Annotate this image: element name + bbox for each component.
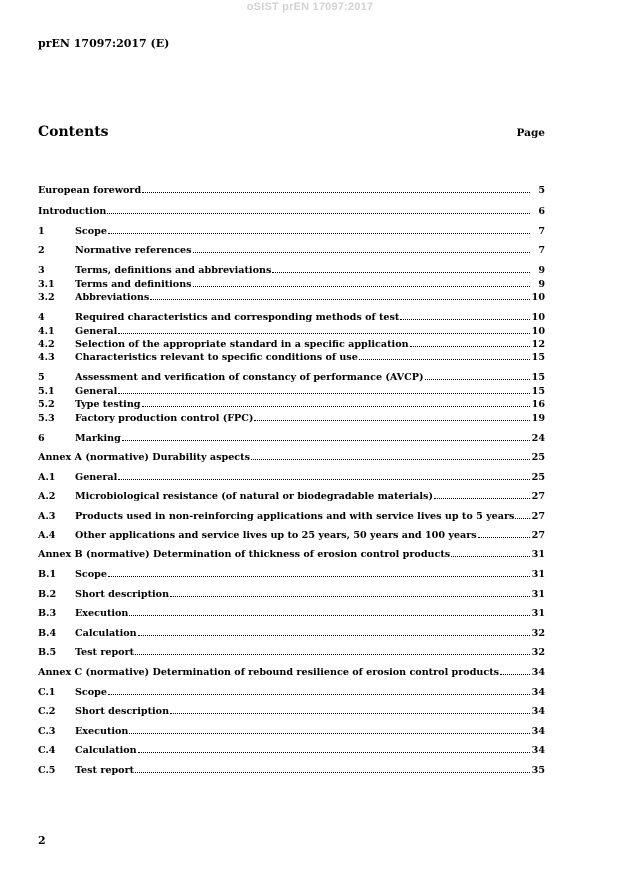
- toc-entry-number: C.4: [38, 745, 56, 756]
- page-number: 2: [38, 834, 46, 847]
- contents-heading: Contents: [38, 124, 109, 140]
- toc-entry-page: 34: [531, 667, 545, 678]
- toc-entry[interactable]: [38, 743, 545, 756]
- toc-entry-number: B.3: [38, 608, 57, 619]
- toc-dot-leader: [410, 337, 530, 347]
- toc-entry-title: Annex B (normative) Determination of thickness of erosion control products: [38, 549, 451, 560]
- toc-entry[interactable]: [38, 489, 545, 502]
- toc-dot-leader: [107, 204, 530, 214]
- toc-dot-leader: [150, 290, 530, 300]
- toc-dot-leader: [425, 370, 530, 380]
- toc-entry-page: 9: [538, 279, 545, 290]
- toc-dot-leader: [135, 645, 530, 655]
- document-identifier: prEN 17097:2017 (E): [38, 37, 170, 50]
- toc-entry[interactable]: [38, 350, 545, 363]
- toc-dot-leader: [108, 685, 530, 695]
- toc-entry-page: 7: [538, 245, 545, 256]
- toc-dot-leader: [135, 763, 530, 773]
- toc-entry-page: 27: [531, 530, 545, 541]
- toc-entry-page: 6: [538, 206, 545, 217]
- toc-entry-page: 34: [531, 726, 545, 737]
- page-column-heading: Page: [516, 127, 545, 139]
- toc-entry[interactable]: [38, 645, 545, 658]
- toc-dot-leader: [359, 350, 530, 360]
- toc-entry[interactable]: [38, 243, 545, 256]
- toc-entry-number: B.2: [38, 589, 57, 600]
- toc-dot-leader: [272, 263, 530, 273]
- toc-entry[interactable]: [38, 310, 545, 323]
- toc-entry-title: Annex C (normative) Determination of rebound resilience of erosion control products: [38, 667, 500, 678]
- toc-dot-leader: [451, 547, 530, 557]
- toc-entry-number: 1: [38, 226, 45, 237]
- toc-entry-number: 4.1: [38, 326, 55, 337]
- toc-dot-leader: [142, 397, 530, 407]
- toc-entry-title: Selection of the appropriate standard in a specific application: [75, 339, 409, 350]
- toc-dot-leader: [254, 411, 530, 421]
- toc-entry-title: Introduction: [38, 206, 107, 217]
- toc-entry-number: 4: [38, 312, 45, 323]
- toc-entry-page: 15: [531, 352, 545, 363]
- toc-entry-page: 16: [531, 399, 545, 410]
- toc-entry-number: 3.1: [38, 279, 55, 290]
- toc-dot-leader: [434, 489, 530, 499]
- toc-entry-title: European foreword: [38, 185, 142, 196]
- toc-entry-page: 10: [531, 326, 545, 337]
- toc-entry-title: Assessment and verification of constancy of performance (AVCP): [75, 372, 424, 383]
- toc-dot-leader: [118, 384, 530, 394]
- toc-entry[interactable]: [38, 606, 545, 619]
- toc-entry-number: 5.3: [38, 413, 55, 424]
- toc-dot-leader: [142, 183, 530, 193]
- toc-entry[interactable]: [38, 397, 545, 410]
- toc-entry[interactable]: [38, 337, 545, 350]
- toc-entry[interactable]: [38, 509, 545, 522]
- toc-entry-page: 34: [531, 687, 545, 698]
- toc-dot-leader: [400, 310, 530, 320]
- toc-dot-leader: [515, 509, 530, 519]
- toc-entry-number: 3.2: [38, 292, 55, 303]
- toc-entry-title: General: [75, 326, 118, 337]
- toc-entry-title: Terms, definitions and abbreviations: [75, 265, 272, 276]
- toc-entry[interactable]: [38, 450, 545, 463]
- toc-entry[interactable]: [38, 547, 545, 560]
- toc-entry-page: 7: [538, 226, 545, 237]
- toc-dot-leader: [478, 528, 530, 538]
- toc-entry-page: 25: [531, 472, 545, 483]
- toc-entry-number: 3: [38, 265, 45, 276]
- toc-entry[interactable]: [38, 204, 545, 217]
- toc-entry-title: Calculation: [75, 745, 137, 756]
- toc-entry-title: Test report: [75, 765, 135, 776]
- toc-entry-number: C.5: [38, 765, 56, 776]
- toc-entry-page: 31: [531, 589, 545, 600]
- toc-entry[interactable]: [38, 263, 545, 276]
- toc-dot-leader: [193, 243, 530, 253]
- toc-dot-leader: [108, 567, 530, 577]
- toc-dot-leader: [118, 324, 530, 334]
- toc-entry-page: 10: [531, 292, 545, 303]
- toc-entry-number: 4.3: [38, 352, 55, 363]
- toc-entry-page: 9: [538, 265, 545, 276]
- toc-entry[interactable]: [38, 183, 545, 196]
- toc-entry[interactable]: [38, 685, 545, 698]
- toc-entry-number: C.1: [38, 687, 56, 698]
- toc-entry-number: A.1: [38, 472, 56, 483]
- toc-entry[interactable]: [38, 626, 545, 639]
- toc-entry-title: Short description: [75, 706, 170, 717]
- toc-entry-number: C.2: [38, 706, 56, 717]
- toc-dot-leader: [193, 277, 530, 287]
- watermark: oSIST prEN 17097:2017: [246, 1, 374, 13]
- toc-entry-page: 32: [531, 628, 545, 639]
- toc-dot-leader: [122, 431, 530, 441]
- toc-entry-title: Microbiological resistance (of natural or biodegradable materials): [75, 491, 433, 502]
- toc-entry-title: Test report: [75, 647, 135, 658]
- toc-entry[interactable]: [38, 724, 545, 737]
- toc-entry[interactable]: [38, 665, 545, 678]
- toc-entry-title: Type testing: [75, 399, 141, 410]
- toc-entry-number: 5.2: [38, 399, 55, 410]
- toc-entry[interactable]: [38, 470, 545, 483]
- toc-entry[interactable]: [38, 411, 545, 424]
- toc-entry-page: 25: [531, 452, 545, 463]
- toc-dot-leader: [129, 606, 530, 616]
- toc-dot-leader: [170, 587, 530, 597]
- toc-entry-page: 5: [538, 185, 545, 196]
- toc-entry-page: 32: [531, 647, 545, 658]
- toc-entry[interactable]: [38, 763, 545, 776]
- toc-entry-title: General: [75, 472, 118, 483]
- toc-entry-page: 34: [531, 706, 545, 717]
- toc-entry-page: 31: [531, 549, 545, 560]
- toc-entry-title: Calculation: [75, 628, 137, 639]
- toc-entry[interactable]: [38, 704, 545, 717]
- toc-entry-number: C.3: [38, 726, 56, 737]
- toc-dot-leader: [251, 450, 530, 460]
- toc-entry-page: 31: [531, 569, 545, 580]
- toc-entry-title: Normative references: [75, 245, 192, 256]
- toc-entry-number: 6: [38, 433, 45, 444]
- toc-entry-title: Characteristics relevant to specific conditions of use: [75, 352, 358, 363]
- toc-entry[interactable]: [38, 370, 545, 383]
- toc-entry[interactable]: [38, 431, 545, 444]
- toc-entry-title: Short description: [75, 589, 170, 600]
- toc-entry[interactable]: [38, 224, 545, 237]
- toc-entry-page: 10: [531, 312, 545, 323]
- toc-entry-number: B.1: [38, 569, 57, 580]
- toc-dot-leader: [138, 743, 530, 753]
- toc-entry-title: Abbreviations: [75, 292, 150, 303]
- toc-dot-leader: [118, 470, 530, 480]
- toc-entry-title: Annex A (normative) Durability aspects: [38, 452, 250, 463]
- toc-entry[interactable]: [38, 528, 545, 541]
- toc-entry-title: Factory production control (FPC): [75, 413, 254, 424]
- toc-dot-leader: [500, 665, 530, 675]
- toc-entry-number: 4.2: [38, 339, 55, 350]
- toc-entry-page: 12: [531, 339, 545, 350]
- toc-entry[interactable]: [38, 567, 545, 580]
- toc-entry-number: A.2: [38, 491, 56, 502]
- toc-entry-title: Execution: [75, 726, 129, 737]
- toc-entry-number: B.4: [38, 628, 57, 639]
- toc-entry-page: 35: [531, 765, 545, 776]
- toc-entry-title: Scope: [75, 687, 107, 698]
- toc-dot-leader: [170, 704, 530, 714]
- toc-entry[interactable]: [38, 290, 545, 303]
- toc-entry-number: A.4: [38, 530, 56, 541]
- toc-entry-title: Marking: [75, 433, 121, 444]
- toc-entry-page: 34: [531, 745, 545, 756]
- toc-dot-leader: [129, 724, 530, 734]
- toc-entry-number: A.3: [38, 511, 56, 522]
- toc-entry[interactable]: [38, 324, 545, 337]
- toc-entry-page: 31: [531, 608, 545, 619]
- toc-entry-number: B.5: [38, 647, 57, 658]
- toc-entry-page: 15: [531, 386, 545, 397]
- toc-entry-title: Scope: [75, 226, 107, 237]
- toc-entry-page: 27: [531, 511, 545, 522]
- toc-entry-page: 27: [531, 491, 545, 502]
- toc-entry-number: 5.1: [38, 386, 55, 397]
- toc-entry[interactable]: [38, 277, 545, 290]
- toc-entry-title: General: [75, 386, 118, 397]
- toc-entry-number: 5: [38, 372, 45, 383]
- toc-entry[interactable]: [38, 384, 545, 397]
- toc-entry-title: Other applications and service lives up to 25 years, 50 years and 100 years: [75, 530, 477, 541]
- toc-entry[interactable]: [38, 587, 545, 600]
- toc-entry-title: Execution: [75, 608, 129, 619]
- toc-entry-page: 19: [531, 413, 545, 424]
- toc-entry-title: Scope: [75, 569, 107, 580]
- toc-entry-page: 24: [531, 433, 545, 444]
- toc-dot-leader: [108, 224, 530, 234]
- toc-entry-title: Products used in non-reinforcing applications and with service lives up to 5 years: [75, 511, 515, 522]
- toc-dot-leader: [138, 626, 530, 636]
- toc-entry-page: 15: [531, 372, 545, 383]
- toc-entry-title: Required characteristics and corresponding methods of test: [75, 312, 400, 323]
- toc-entry-number: 2: [38, 245, 45, 256]
- toc-entry-title: Terms and definitions: [75, 279, 192, 290]
